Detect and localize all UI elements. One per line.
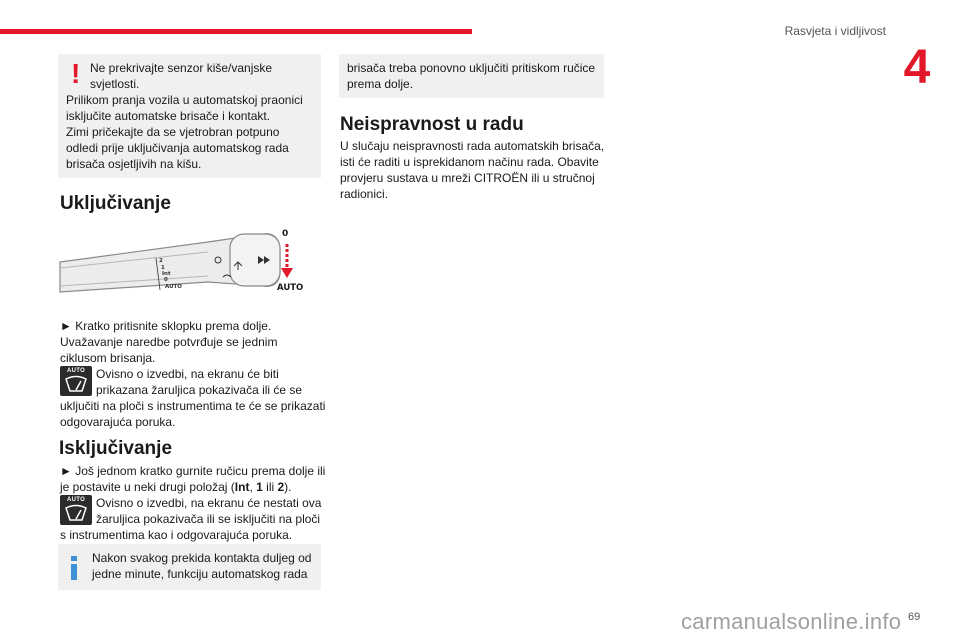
warning-line-1: Ne prekrivajte senzor kiše/vanjske svjetlosti.	[90, 61, 273, 91]
heading-iskljucivanje: Isključivanje	[59, 438, 173, 459]
ukljucivanje-text	[60, 318, 326, 430]
stalk-pos-2: 2	[159, 258, 163, 264]
continued-note-box	[339, 54, 604, 98]
info-box	[58, 544, 321, 590]
stalk-pos-int: Int	[162, 271, 171, 277]
header-accent-bar	[0, 29, 472, 34]
ukljucivanje-icon-paragraph	[60, 366, 326, 430]
ukljucivanje-confirm: Uvažavanje naredbe potvrđuje se jednim ciklusom brisanja.	[60, 335, 278, 365]
warning-line-3: Zimi pričekajte da se vjetrobran potpuno odledi prije uključivanja automatskog rada brisača osjetljivih na kišu.	[66, 125, 289, 171]
stalk-pos-1: 1	[161, 265, 165, 271]
exclamation-icon: !	[71, 58, 81, 89]
info-text: Nakon svakog prekida kontakta duljeg od jedne minute, funkciju automatskog rada	[92, 551, 312, 581]
info-icon	[70, 556, 78, 580]
stalk-pos-auto: AUTO	[165, 284, 182, 290]
warning-box	[58, 54, 321, 178]
chapter-number: 4	[903, 41, 931, 94]
neispravnost-text	[340, 138, 606, 202]
heading-neispravnost: Neispravnost u radu	[340, 114, 524, 135]
ukljucivanje-icon-text: Ovisno o izvedbi, na ekranu će biti prikazana žaruljica pokazivača ili će se uključiti na ploči s instrumentima te će se prikazati odgovarajuća poruka.	[60, 367, 326, 429]
auto-wiper-icon: AUTO	[60, 366, 92, 396]
watermark: carmanualsonline.info	[681, 609, 902, 634]
page-number: 69	[908, 611, 921, 623]
figure-label-zero: 0	[282, 229, 289, 239]
iskljucivanje-icon-text: Ovisno o izvedbi, na ekranu će nestati ova žaruljica pokazivača ili se isključiti na ploči s instrumentima kao i odgovarajuća poruka.	[60, 496, 322, 542]
section-title: Rasvjeta i vidljivost	[784, 24, 886, 38]
warning-line-2: Prilikom pranja vozila u automatskoj praonici isključite automatske brisače i kontakt.	[66, 93, 303, 123]
ukljucivanje-step: ► Kratko pritisnite sklopku prema dolje.	[60, 319, 272, 333]
continued-note-text: brisača treba ponovno uključiti pritiskom ručice prema dolje.	[347, 61, 596, 91]
stalk-pos-0: 0	[164, 277, 168, 283]
iskljucivanje-step: ► Još jednom kratko gurnite ručicu prema dolje ili je postavite u neki drugi položaj (Int, 1 ili 2).	[60, 464, 326, 494]
heading-ukljucivanje: Uključivanje	[60, 193, 171, 214]
wiper-stalk-illustration	[58, 222, 304, 310]
auto-wiper-icon: AUTO	[60, 495, 92, 525]
iskljucivanje-text	[60, 463, 326, 543]
neispravnost-body: U slučaju neispravnosti rada automatskih brisača, isti će raditi u isprekidanom načinu rada. Obavite provjeru sustava u mreži CITROËN ili u stručnoj radionici.	[340, 139, 605, 201]
figure-label-auto: AUTO	[277, 283, 304, 293]
iskljucivanje-icon-paragraph	[60, 495, 326, 543]
